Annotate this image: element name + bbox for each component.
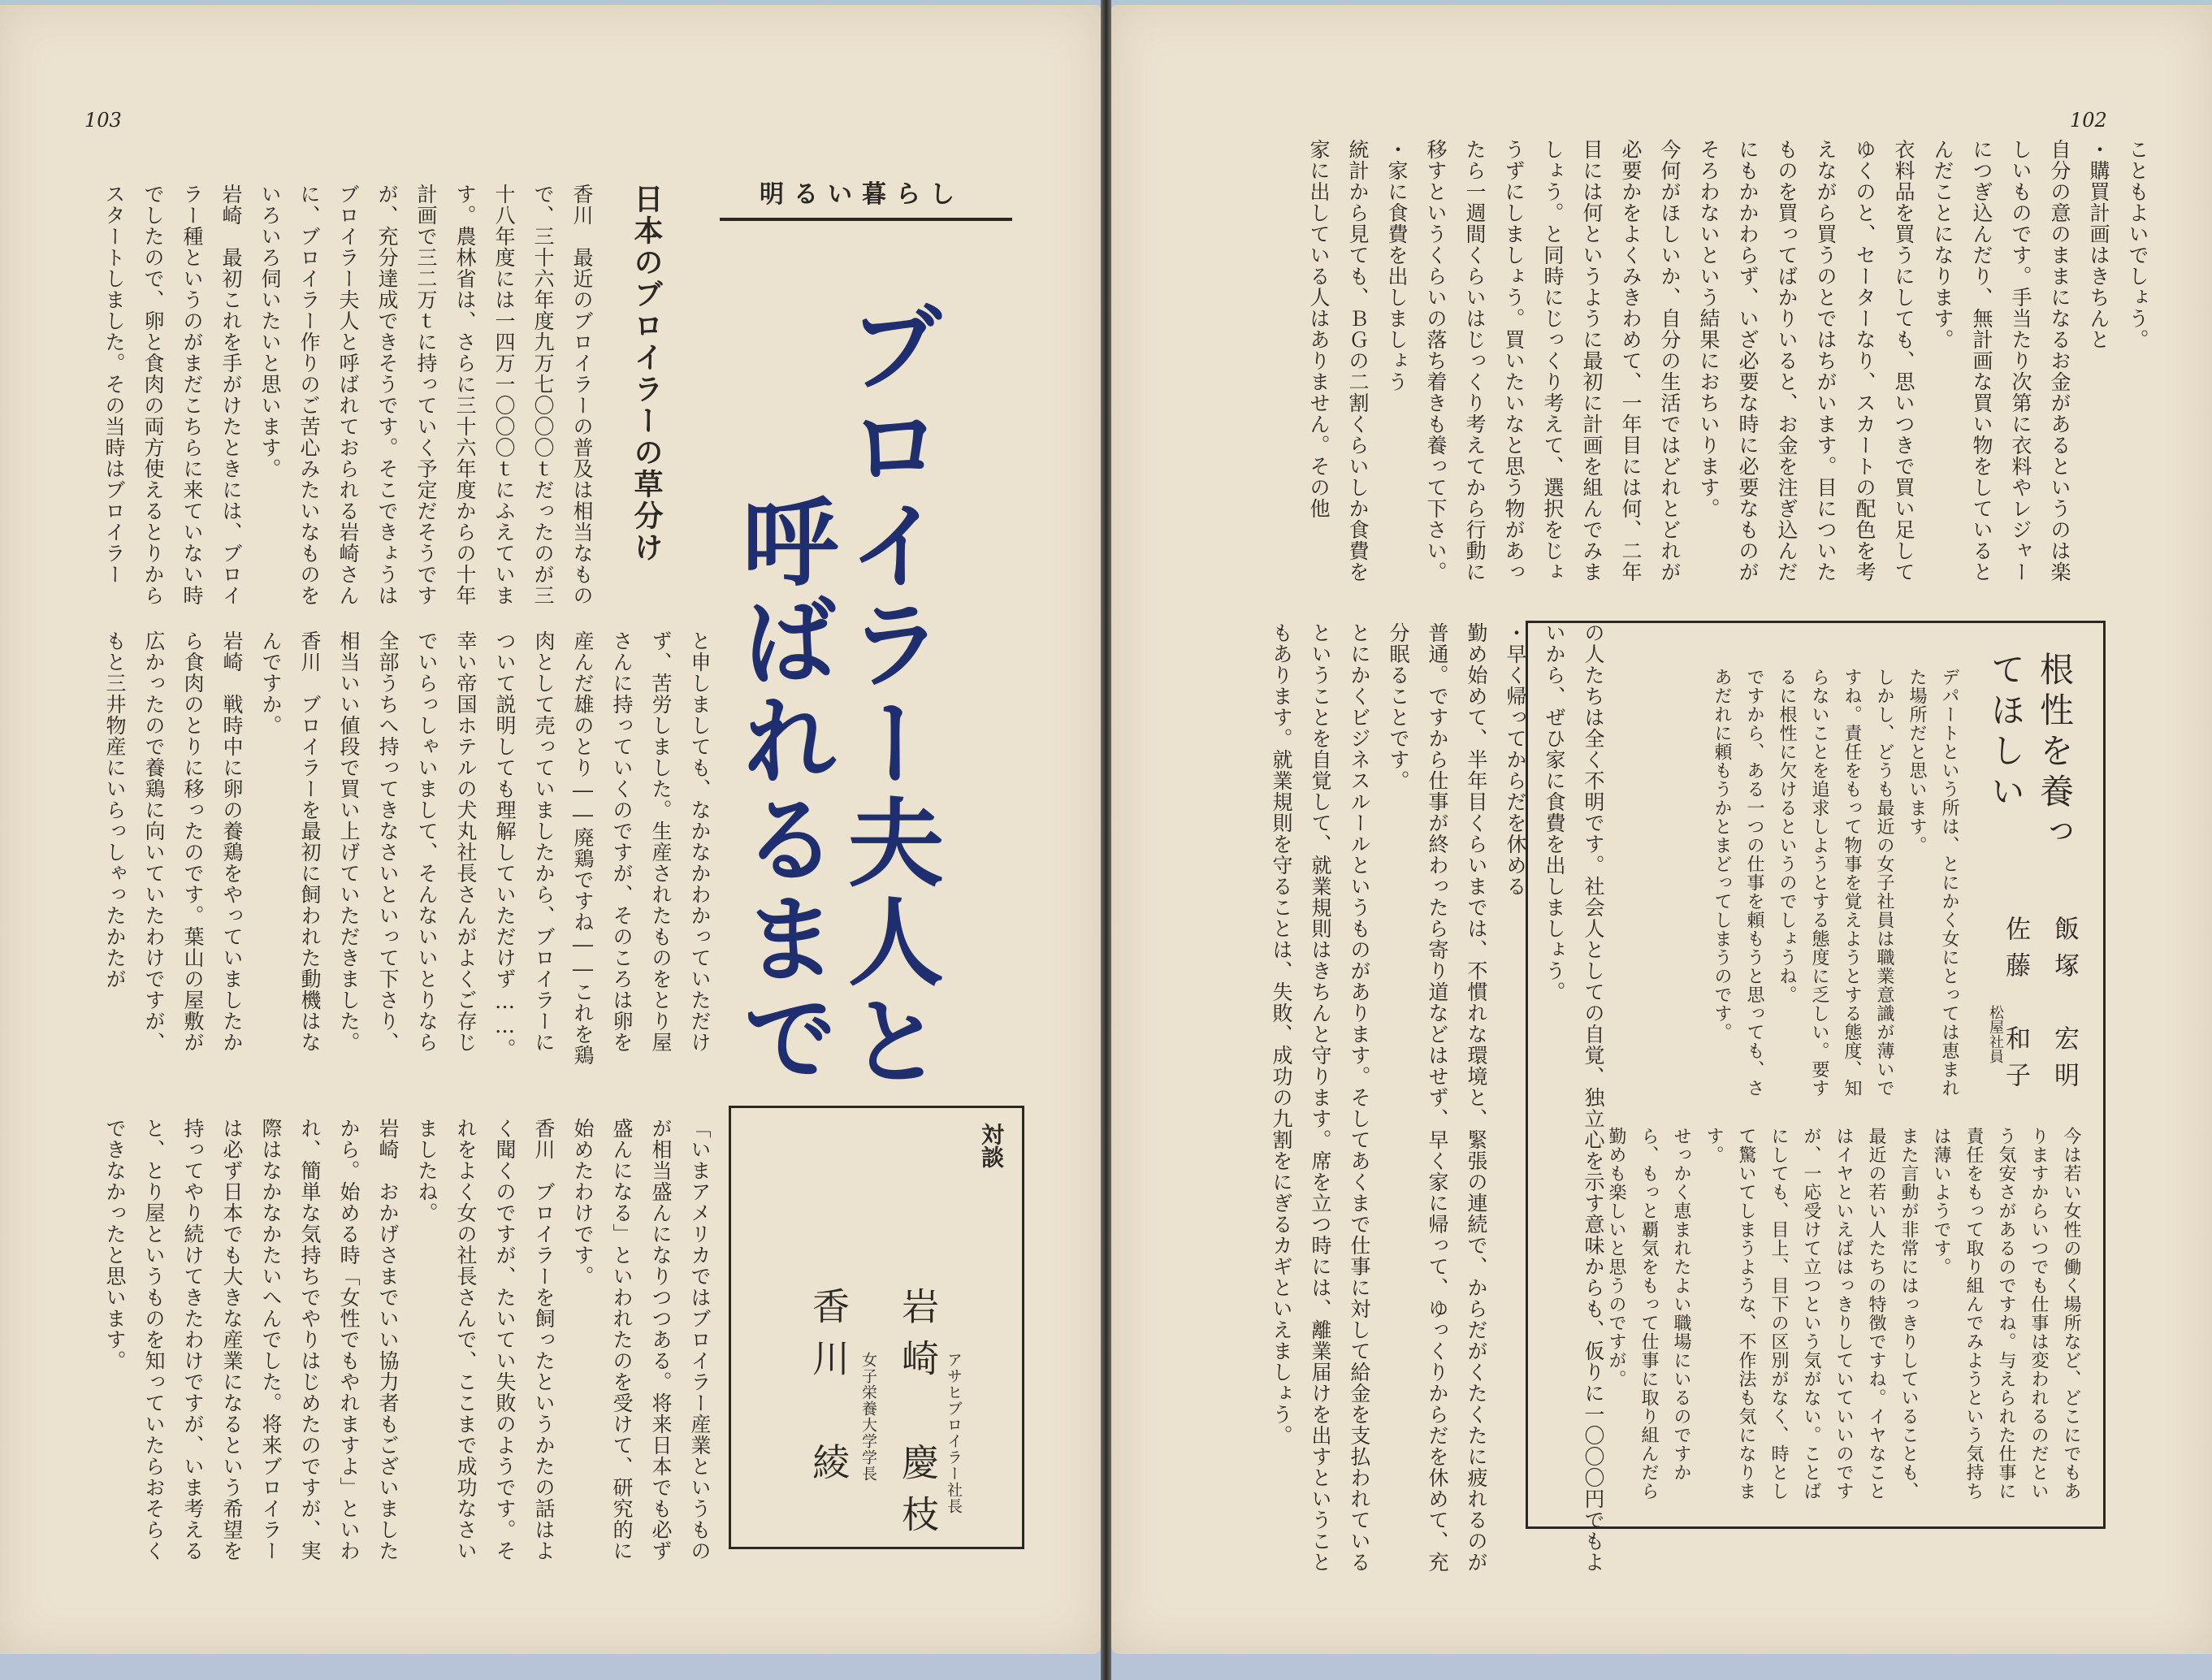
page-number-103: 103: [84, 109, 122, 132]
right-body-top: こともよいでしょう。 ・購買計画はきちんと 自分の意のままになるお金があるというのは楽しいものです。手当たり次第に衣料やレジャーにつぎ込んだり、無計画な買い物をしているとんだことになります。 衣料品を買うにしても、思いつきで買い足してゆくのと、セーターなり、スカートの配色を考えながら買うのとではちがいます。目についたものを買ってばかりいると、お金を注ぎ込んだにもかかわらず、いざ必要な時に必要なものがそろわないという結果におちいります。 今何がほしいか、自分の生活ではどれとどれが必要かをよくみきわめて、一年目には何、二年目には何というように最初に計画を組んでみましょう。と同時にじっくり考えて、選択をじょうずにしましょう。買いたいなと思う物があったら一週間くらいはじっくり考えてから行動に移すというくらいの落ち着きも養って下さい。 ・家に食費を出しましょう 統計から見ても、ＢＧの二割くらいしか食費を家に出している人はありません。その他: [1307, 139, 2149, 582]
article-body-top: 香川 最近のブロイラーの普及は相当なもので、三十六年度九万七〇〇〇ｔだったのが三十八年度には一四万一〇〇〇ｔにふえています。農林省は、さらに三十六年度からの十年計画で三二万ｔに持っていく予定だそうですが、充分達成できそうです。そこできょうはブロイラー夫人と呼ばれておられる岩崎さんに、ブロイラー作りのご苦心みたいなものをいろいろ伺いたいと思います。 岩崎 最初これを手がけたときには、ブロイラー種というのがまだこちらに来ていない時でしたので、卵と食肉の両方使えるとりからスタートしました。その当時はブロイラー: [102, 184, 594, 606]
book-gutter: [1101, 0, 1111, 1680]
column-author-iizuka: 飯塚 宏明: [2050, 916, 2079, 1098]
participants-box: [729, 1106, 1024, 1549]
participant-affiliation-kagawa: 女子栄養大学学長: [859, 1352, 877, 1482]
column-body-upper: デパートという所は、とにかく女にとっては恵まれた場所だと思います。 しかし、どうも最近の女子社員は職業意識が薄いですね。責任をもって物事を覚えようとする態度、知らないことを追求しようとする態度に乏しい。要するに根性に欠けるというのでしょうね。 ですから、ある一つの仕事を頼もうと思っても、さあだれに頼もうかとまどってしまうのです。: [1712, 668, 1959, 1098]
article-body-bottom: 「いまアメリカではブロイラー産業というものが相当盛んになりつつある。将来日本でも必ず盛んになる」といわれたのを受けて、研究的に始めたわけです。 香川 ブロイラーを飼ったというかたの話はよく聞くのですが、たいてい失敗のようです。それをよく女の社長さんで、ここまで成功なさいましたね。 岩崎 おかげさまでいい協力者もございましたから。始める時「女性でもやれますよ」といわれ、簡単な気持ちでやりはじめたのですが、実際はなかなかたいへんでした。将来ブロイラーは必ず日本でも大きな産業になるという希望を持ってやり続けてきたわけですが、いま考えると、とり屋というものを知っていたらおそらくできなかったと思います。: [103, 1118, 712, 1561]
left-page: [0, 5, 1101, 1654]
headline-line-2: 呼ばれるまで: [725, 492, 838, 1087]
headline-line-1: ブロイラー夫人と: [831, 297, 944, 1090]
participant-name-kagawa: 香川 綾: [807, 1287, 851, 1495]
page-number-102: 102: [2070, 109, 2107, 132]
participant-name-iwasaki: 岩崎 慶枝: [896, 1287, 940, 1547]
column-box: [1526, 621, 2106, 1529]
column-body-lower: 今は若い女性の働く場所など、どこにでもありますからいつでも仕事は変われるのだという気安さがあるのですね。与えられた仕事に責任をもって取り組んでみようという気持ちは薄いようです。 また言動が非常にはっきりしていることも、最近の若い人たちの特徴ですね。イヤなことはイヤといえばはっきりしていていいのですが、一応受けて立つという気がない。ことばにしても、目上、目下の区別がなく、時として驚いてしまうような、不作法も気になります。 せっかく恵まれたよい職場にいるのですから、もっと覇気をもって仕事に取り組んだら勤めも楽しいと思うのですが。: [1606, 1127, 2081, 1500]
column-author-sato: 佐藤 和子: [2001, 916, 2030, 1098]
column-title: 根性を養ってほしい: [1986, 652, 2075, 855]
article-body-middle: と申しましても、なかなかわかっていただけず、苦労しました。生産されたものをとり屋さんに持っていくのですが、そのころは卵を産んだ雄のとり――廃鶏ですね――これを鶏肉として売っていましたから、ブロイラーについて説明しても理解していただけず……。幸い帝国ホテルの犬丸社長さんがよくご存じでいらっしゃいまして、そんないいとりなら全部うちへ持ってきなさいといって下さり、相当いい値段で買い上げていただきました。 香川 ブロイラーを最初に飼われた動機はなんですか。 岩崎 戦時中に卵の養鶏をやっていましたから食肉のとりに移ったのです。葉山の屋敷が広かったので養鶏に向いていたわけですが、もと三井物産にいらっしゃったかたが: [103, 630, 712, 1066]
series-rule: [720, 218, 1012, 221]
taidan-label: 対談: [978, 1123, 1005, 1168]
right-page: [1111, 5, 2212, 1654]
participant-affiliation-iwasaki: アサヒブロイラー社長: [945, 1352, 963, 1514]
series-label: 明るい暮らし: [760, 180, 964, 209]
article-subtitle: 日本のブロイラーの草分け: [630, 184, 663, 564]
right-body-bottom: の人たちは全く不明です。社会人としての自覚、独立心を示す意味からも、仮りに一〇〇〇円でもよいから、ぜひ家に食費を出しましょう。 ・早く帰ってからだを休める 勤め始めて、半年目くらいまでは、不慣れな環境と、緊張の連続で、からだがくたくたに疲れるのが普通。ですから仕事が終わったら寄り道などはせず、早く家に帰って、ゆっくりからだを休めて、充分眠ることです。 とにかくビジネスルールというものがあります。そしてあくまで仕事に対して給金を支払われているということを自覚して、就業規則はきちんと守ります。席を立つ時には、離業届けを出すということもあります。就業規則を守ることは、失敗、成功の九割をにぎるカギといえましょう。: [1270, 622, 1605, 1573]
column-author-company: 松屋社員: [1987, 1005, 2004, 1063]
